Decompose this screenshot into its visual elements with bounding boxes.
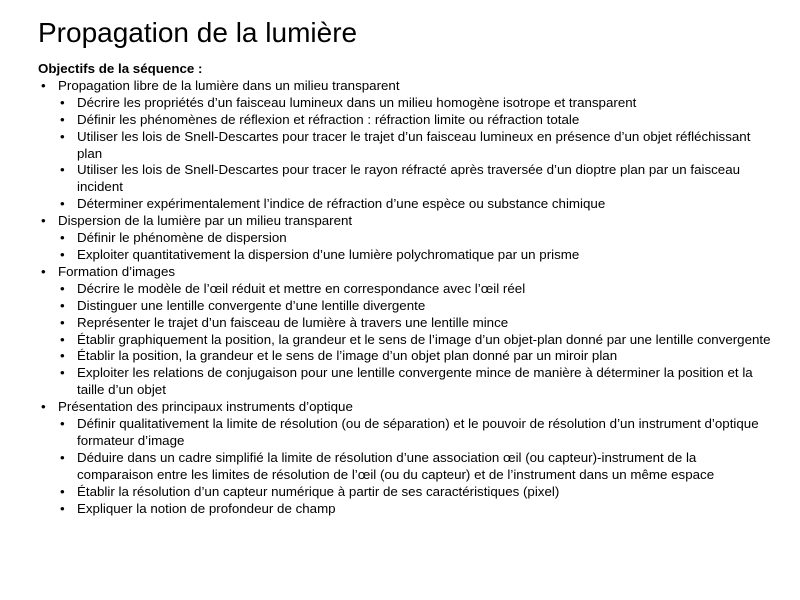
objectives-heading: Objectifs de la séquence : [38, 61, 203, 76]
list-item-text: Déterminer expérimentalement l’indice de réfraction d’une espèce ou substance chimique [77, 196, 606, 212]
list-item-text: Distinguer une lentille convergente d’une lentille divergente [77, 297, 426, 313]
list-item-text: Établir graphiquement la position, la grandeur et le sens de l’image d’un objet-plan donné par une lentille convergente [77, 331, 771, 347]
bullet-icon: • [60, 348, 65, 364]
list-item [38, 230, 775, 247]
list-item [38, 501, 775, 518]
list-item [38, 264, 775, 281]
list-item [38, 365, 775, 399]
bullet-icon: • [60, 500, 65, 516]
bullet-icon: • [60, 230, 65, 246]
list-item-text: Expliquer la notion de profondeur de champ [77, 500, 336, 516]
list-item [38, 298, 775, 315]
bullet-icon: • [41, 213, 46, 229]
slide-body [38, 61, 775, 517]
bullet-icon: • [60, 314, 65, 330]
list-item [38, 95, 775, 112]
bullet-icon: • [41, 399, 46, 415]
list-item [38, 129, 775, 163]
list-item-text: Exploiter quantitativement la dispersion d’une lumière polychromatique par un prisme [77, 246, 580, 262]
list-item-text: Définir le phénomène de dispersion [77, 230, 287, 246]
list-item-text: Décrire le modèle de l’œil réduit et mettre en correspondance avec l’œil réel [77, 280, 526, 296]
slide-title: Propagation de la lumière [38, 17, 358, 48]
bullet-icon: • [60, 483, 65, 499]
list-item-text: Définir les phénomènes de réflexion et réfraction : réfraction limite ou réfraction totale [77, 111, 580, 127]
bullet-icon: • [60, 416, 65, 432]
list-item-text: Représenter le trajet d’un faisceau de lumière à travers une lentille mince [77, 314, 509, 330]
bullet-icon: • [60, 365, 65, 381]
list-item [38, 399, 775, 416]
list-item-text: Propagation libre de la lumière dans un milieu transparent [58, 77, 400, 93]
list-item [38, 281, 775, 298]
list-item [38, 484, 775, 501]
list-item [38, 315, 775, 332]
list-item-text: Définir qualitativement la limite de résolution (ou de séparation) et le pouvoir de résolution d’un instrument d’optique formateur d’image [77, 416, 759, 448]
list-item-text: Établir la résolution d’un capteur numérique à partir de ses caractéristiques (pixel) [77, 483, 560, 499]
list-item [38, 450, 775, 484]
list-item-text: Dispersion de la lumière par un milieu transparent [58, 213, 353, 229]
bullet-icon: • [60, 449, 65, 465]
list-item-text: Formation d’images [58, 263, 176, 279]
bullet-icon: • [60, 297, 65, 313]
bullet-icon: • [60, 94, 65, 110]
bullet-icon: • [60, 280, 65, 296]
list-item [38, 78, 775, 95]
list-item-text: Utiliser les lois de Snell-Descartes pour tracer le rayon réfracté après traversée d’un dioptre plan par un faisceau incident [77, 162, 741, 195]
bullet-icon: • [60, 111, 65, 127]
bullet-icon: • [60, 128, 65, 144]
list-item [38, 196, 775, 213]
bullet-icon: • [60, 162, 65, 178]
bullet-icon: • [60, 246, 65, 262]
objectives-list [38, 78, 775, 518]
list-item-text: Établir la position, la grandeur et le sens de l’image d’un objet plan donné par un miroir plan [77, 348, 618, 364]
bullet-icon: • [60, 331, 65, 347]
list-item [38, 348, 775, 365]
list-item [38, 416, 775, 450]
list-item [38, 332, 775, 349]
list-item-text: Décrire les propriétés d’un faisceau lumineux dans un milieu homogène isotrope et transparent [77, 94, 637, 110]
bullet-icon: • [60, 196, 65, 212]
bullet-icon: • [41, 77, 46, 93]
list-item [38, 247, 775, 264]
bullet-icon: • [41, 263, 46, 279]
list-item-text: Déduire dans un cadre simplifié la limite de résolution d’une association œil (ou capteur)-instrument de la comparaison entre les limites de résolution de l’œil (ou du capteur) et de l’instrument dans un même espace [77, 449, 715, 482]
list-item [38, 162, 775, 196]
list-item-text: Exploiter les relations de conjugaison pour une lentille convergente mince de manière à déterminer la position et la taille d’un objet [77, 365, 753, 398]
list-item [38, 112, 775, 129]
list-item [38, 213, 775, 230]
list-item-text: Présentation des principaux instruments d’optique [58, 399, 353, 415]
list-item-text: Utiliser les lois de Snell-Descartes pour tracer le trajet d’un faisceau lumineux en présence d’un objet réfléchissant plan [77, 128, 751, 161]
